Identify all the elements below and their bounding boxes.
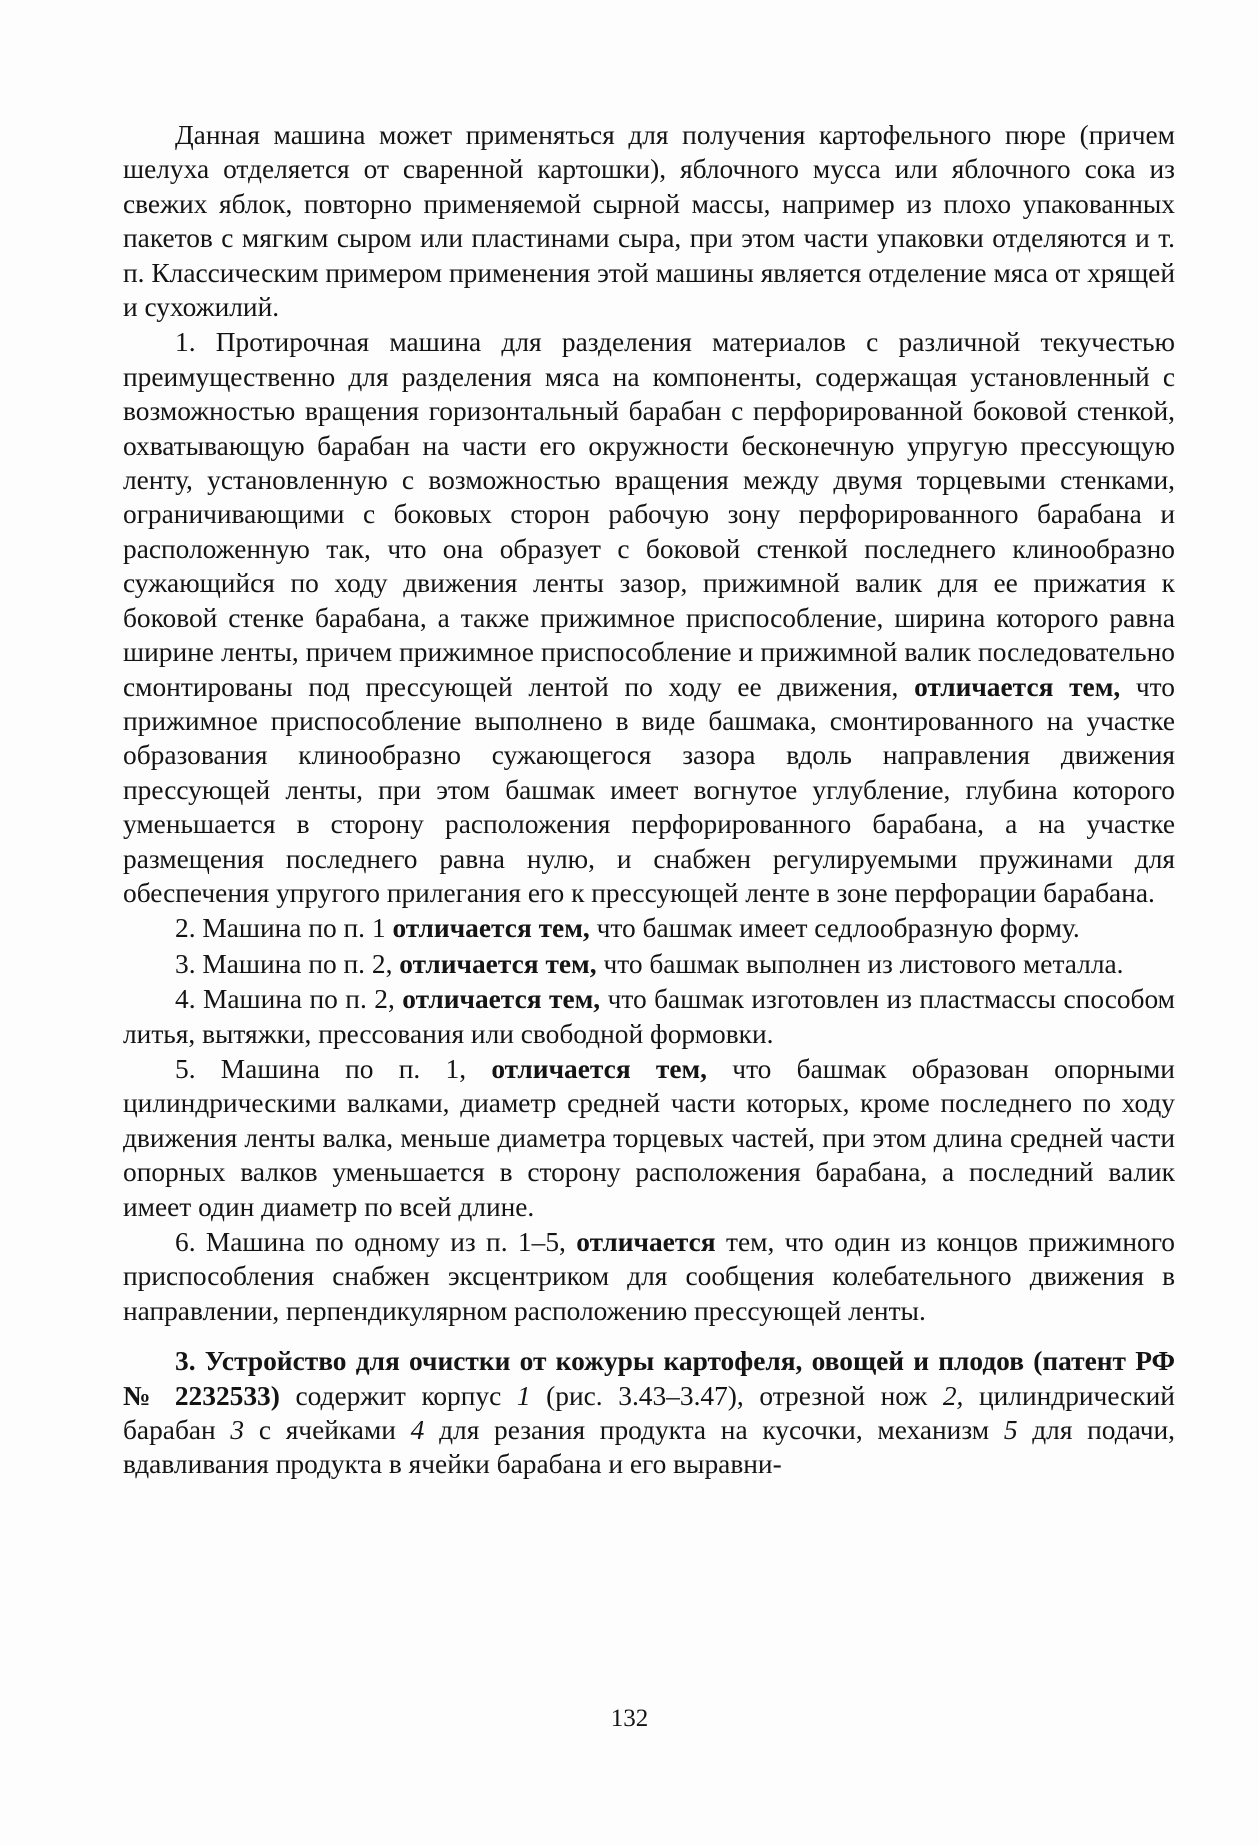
claim-3-emphasis: отличается тем, xyxy=(399,948,597,979)
claim-3: 3. Машина по п. 2, отличается тем, что башмак выполнен из листового металла. xyxy=(175,948,1124,979)
section-3-paragraph: 3. Устройство для очистки от кожуры картофеля, овощей и плодов (патент РФ № 2232533) содержит корпус 1 (рис. 3.43–3.47), отрезной нож 2, цилиндрический барабан 3 с ячейками 4 для резания продукта на кусочки, механизм 5 для подачи, вдавливания продукта в ячейки барабана и его выравни- xyxy=(123,1346,1175,1480)
ref-numeral: 4 xyxy=(410,1415,425,1446)
claim-1: 1. Протирочная машина для разделения материалов с различной текучестью преимущественно для разделения мяса на компоненты, содержащая установленный с возможностью вращения горизонтальный барабан с перфорированной боковой стенкой, охватывающую барабан на части его окружности бесконечную упругую прессующую ленту, установленную с возможностью вращения между двумя торцевыми стенками, ограничивающими с боковых сторон рабочую зону перфорированного барабана и расположенную так, что она образует с боковой стенкой последнего клинообразно сужающийся по ходу движения ленты зазор, прижимной валик для ее прижатия к боковой стенке барабана, а также прижимное приспособление, ширина которого равна ширине ленты, причем прижимное приспособление и прижимной валик последовательно смонтированы под прессующей лентой по ходу ее движения, отличается тем, что прижимное приспособление выполнено в виде башмака, смонтированного на участке образования клинообразно сужающегося зазора вдоль направления движения прессующей ленты, при этом башмак имеет вогнутое углубление, глубина которого уменьшается в сторону расположения перфорированного барабана, а на участке размещения последнего равна нулю, и снабжен регулируемыми пружинами для обеспечения упругого прилегания его к прессующей ленте в зоне перфорации барабана. xyxy=(123,327,1175,908)
page-number: 132 xyxy=(610,1705,649,1732)
section-3-heading: 3. Устройство для очистки от кожуры картофеля, овощей и плодов (патент РФ № 2232533) xyxy=(123,1346,1175,1411)
body-text xyxy=(123,118,1175,1482)
claim-5-emphasis: отличается тем, xyxy=(491,1053,708,1084)
ref-numeral: 5 xyxy=(1003,1415,1018,1446)
claim-4-emphasis: отличается тем, xyxy=(402,984,601,1015)
claim-5: 5. Машина по п. 1, отличается тем, что башмак образован опорными цилиндрическими валками, диаметр средней части которых, кроме последнего по ходу движения ленты валка, меньше диаметра торцевых частей, при этом длина средней части опорных валков уменьшается в сторону расположения барабана, а последний валик имеет один диаметр по всей длине. xyxy=(123,1053,1175,1222)
claim-2: 2. Машина по п. 1 отличается тем, что башмак имеет седлообразную форму. xyxy=(175,913,1080,944)
claim-6-emphasis: отличается xyxy=(576,1227,716,1257)
ref-numeral: 1 xyxy=(516,1380,531,1411)
intro-paragraph: Данная машина может применяться для получения картофельного пюре (причем шелуха отделяется от сваренной картошки), яблочного мусса или яблочного сока из свежих яблок, повторно применяемой сырной массы, например из плохо упакованных пакетов с мягким сыром или пластинами сыра, при этом части упаковки отделяются и т. п. Классическим примером применения этой машины является отделение мяса от хрящей и сухожилий. xyxy=(123,120,1175,323)
claim-1-emphasis: отличается тем, xyxy=(914,671,1121,702)
ref-numeral: 2, xyxy=(942,1380,964,1411)
claim-2-emphasis: отличается тем, xyxy=(392,913,590,944)
claim-4: 4. Машина по п. 2, отличается тем, что башмак изготовлен из пластмассы способом литья, вытяжки, прессования или свободной формовки. xyxy=(123,984,1175,1049)
ref-numeral: 3 xyxy=(230,1415,245,1446)
claim-6: 6. Машина по одному из п. 1–5, отличается тем, что один из концов прижимного приспособления снабжен эксцентриком для сообщения колебательного движения в направлении, перпендикулярном расположению прессующей ленты. xyxy=(123,1227,1175,1326)
